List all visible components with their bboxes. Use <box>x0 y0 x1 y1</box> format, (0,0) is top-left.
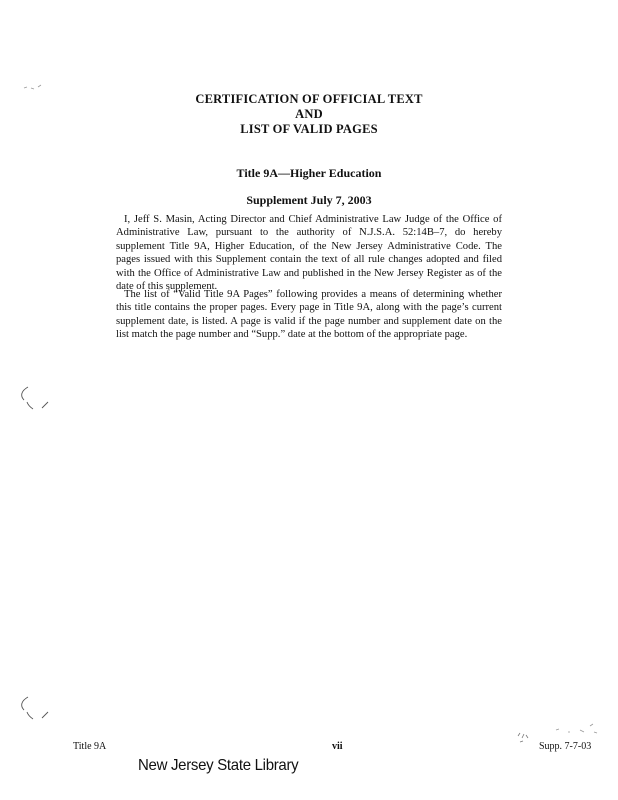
scan-speck-icon <box>516 722 602 746</box>
certification-heading-line-3: LIST OF VALID PAGES <box>240 122 378 136</box>
footer-title: Title 9A <box>73 741 107 752</box>
punch-hole-mark-icon <box>18 386 54 412</box>
footer-supplement-date: Supp. 7-7-03 <box>539 741 592 752</box>
title-heading: Title 9A—Higher Education <box>236 166 382 180</box>
scan-speck-icon <box>22 82 46 92</box>
library-stamp: New Jersey State Library <box>138 756 299 775</box>
punch-hole-mark-icon <box>18 696 54 722</box>
supplement-date-heading: Supplement July 7, 2003 <box>246 193 372 207</box>
footer-page-number: vii <box>332 741 343 752</box>
valid-pages-paragraph: The list of “Valid Title 9A Pages” following provides a means of determining whether this title contains the proper pages. Every page in Title 9A, along with the page’s current supplement date, is listed. A page is valid if the page number and supplement date on the list match the page number and “Supp.” date at the bottom of the appropriate page. <box>116 289 502 341</box>
certification-heading-line-1: CERTIFICATION OF OFFICIAL TEXT <box>195 92 423 106</box>
certification-paragraph: I, Jeff S. Masin, Acting Director and Chief Administrative Law Judge of the Office of Administrative Law, pursuant to the authority of N.J.S.A. 52:14B–7, do hereby supplement Title 9A, Higher Education, of the New Jersey Administrative Code. The pages issued with this Supplement contain the text of all rule changes adopted and filed with the Office of Administrative Law and published in the New Jersey Register as of the date of this supplement. <box>116 214 502 293</box>
certification-heading-line-2: AND <box>295 107 323 121</box>
